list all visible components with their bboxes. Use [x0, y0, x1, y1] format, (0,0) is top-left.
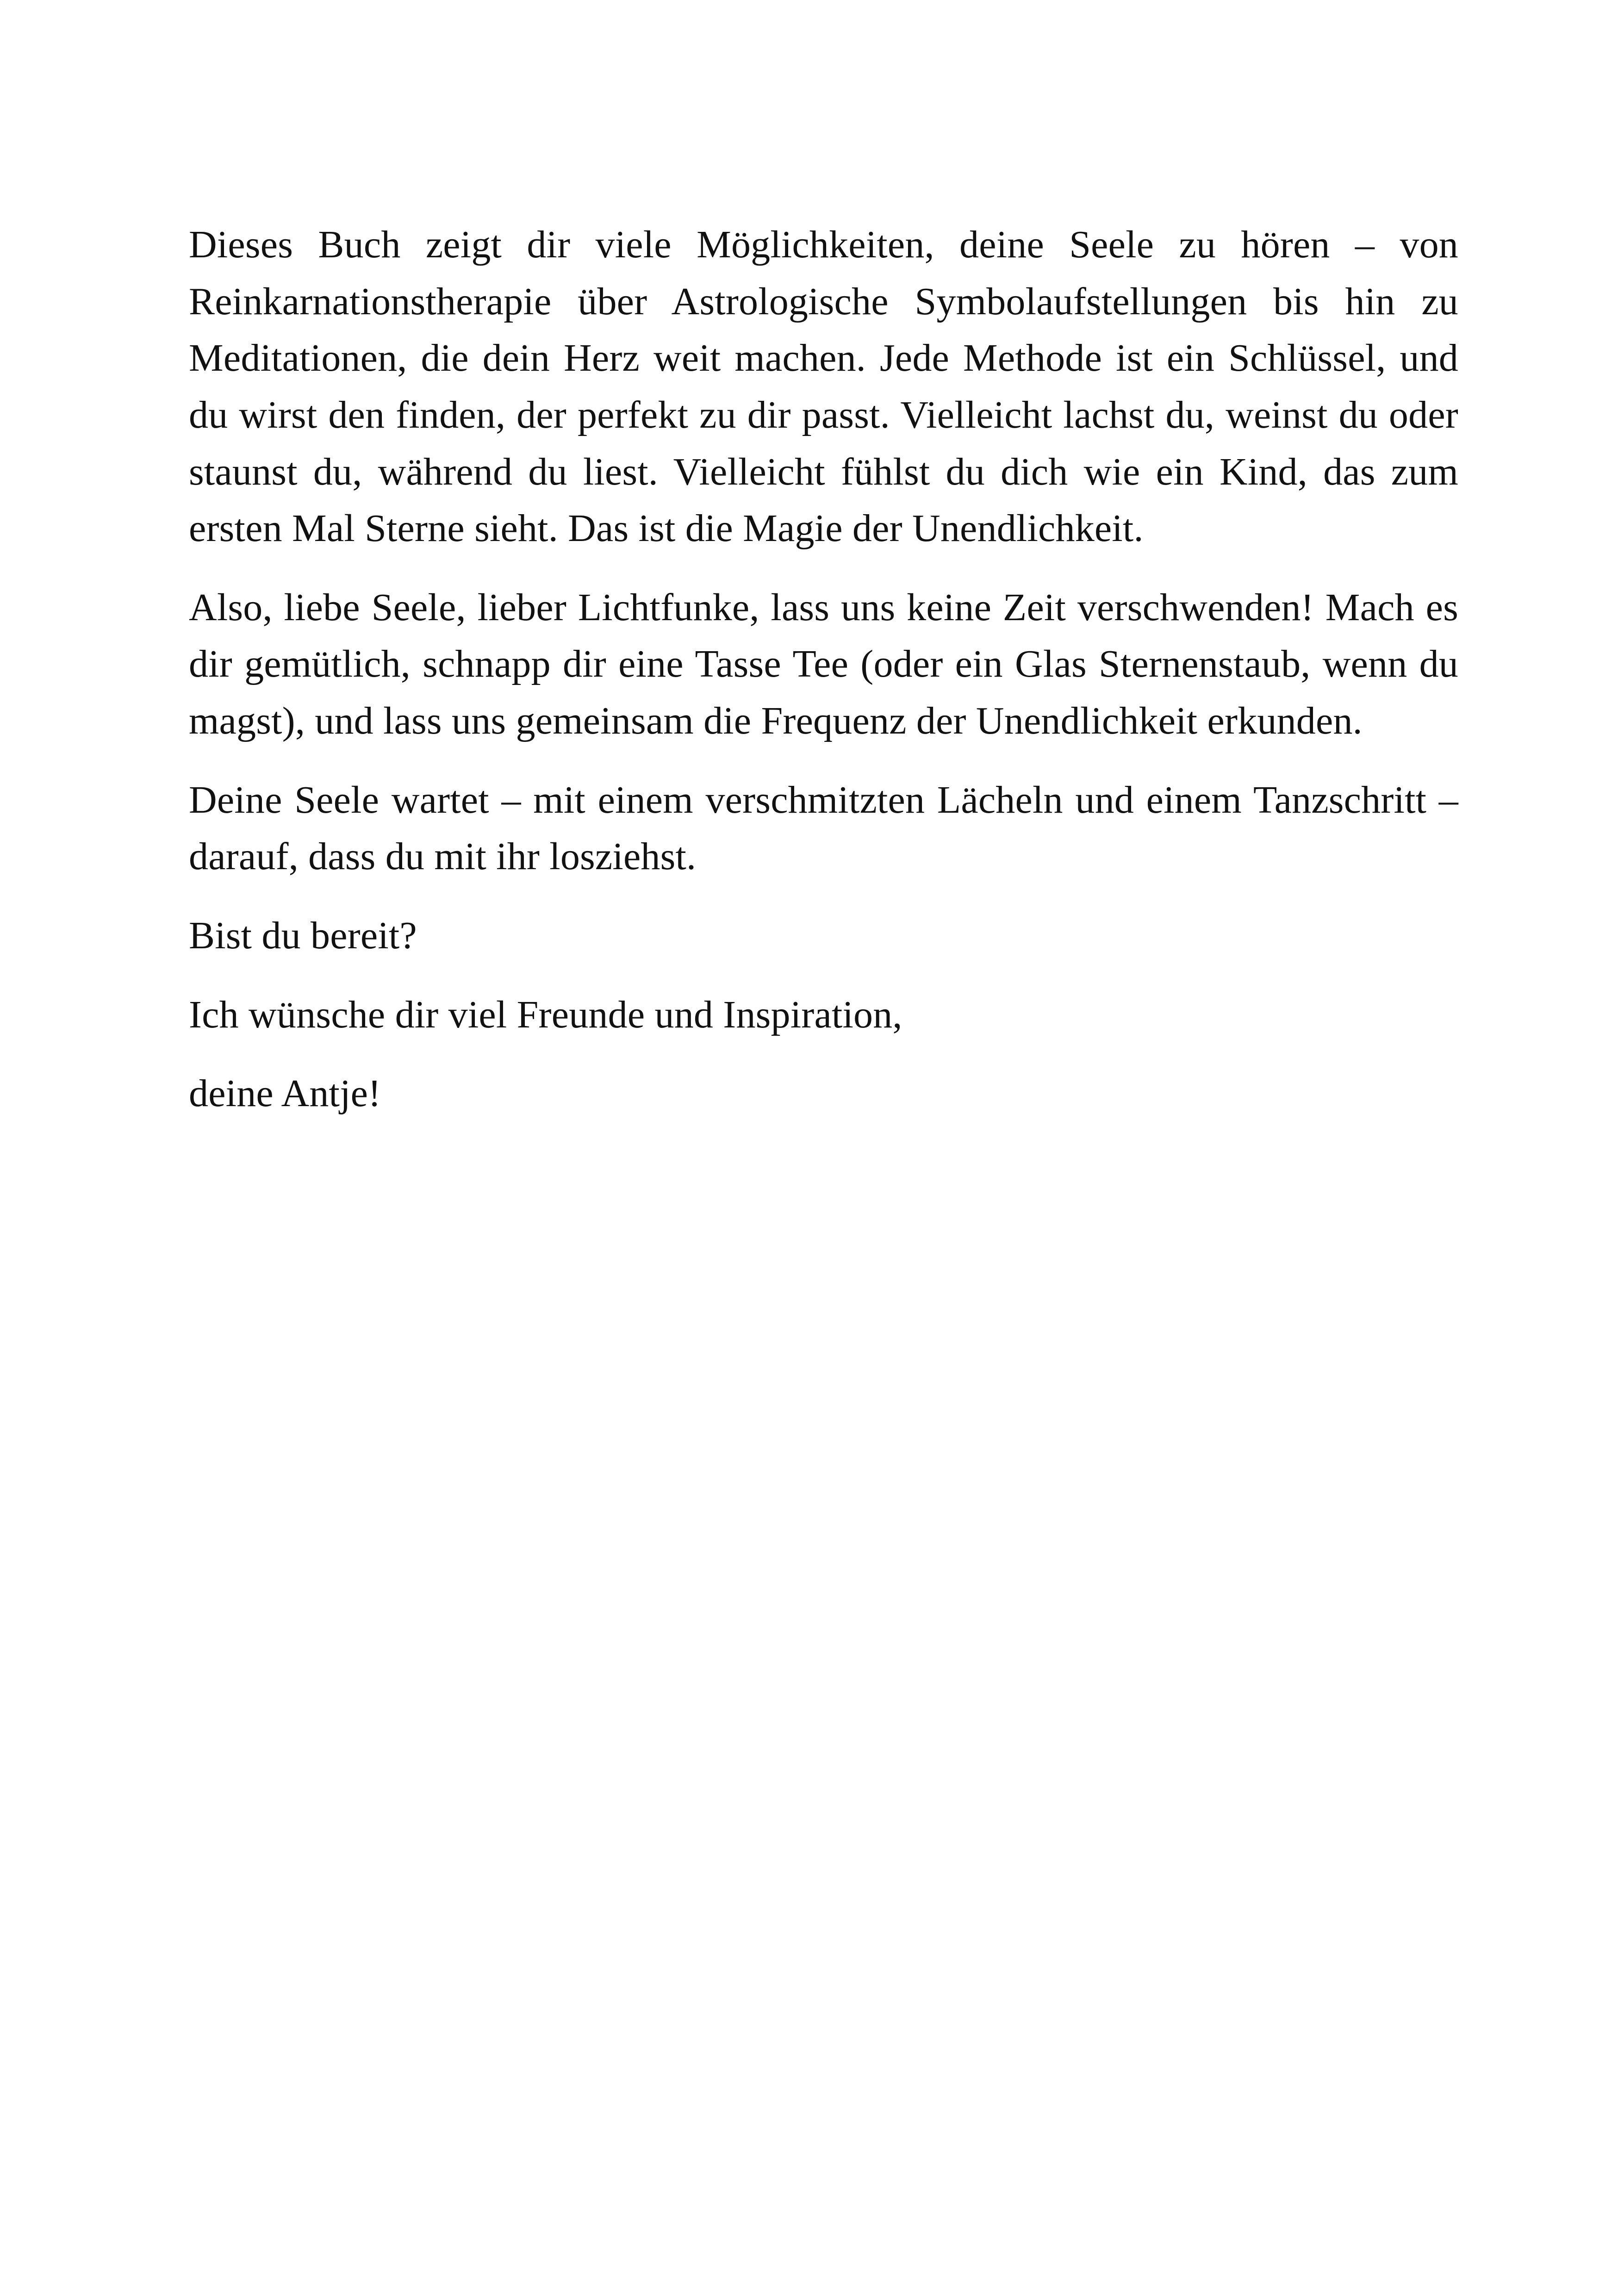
paragraph-invitation: Also, liebe Seele, lieber Lichtfunke, lass uns keine Zeit verschwenden! Mach es dir gemütlich, schnapp dir eine Tasse Tee (oder ein Glas Sternenstaub, wenn du magst), und lass uns gemeinsam die Frequenz der Unendlichkeit erkunden.	[189, 585, 1458, 742]
paragraph-signature: deine Antje!	[189, 1072, 381, 1115]
paragraph-soul-waiting: Deine Seele wartet – mit einem verschmitzten Lächeln und einem Tanzschritt – darauf, dass du mit ihr losziehst.	[189, 778, 1458, 878]
paragraph-wishes: Ich wünsche dir viel Freunde und Inspiration,	[189, 993, 902, 1036]
paragraph-question: Bist du bereit?	[189, 914, 417, 957]
paragraph-intro-methods: Dieses Buch zeigt dir viele Möglichkeiten, deine Seele zu hören – von Reinkarnationstherapie über Astrologische Symbolaufstellungen bis hin zu Meditationen, die dein Herz weit machen. Jede Methode ist ein Schlüssel, und du wirst den finden, der perfekt zu dir passt. Vielleicht lachst du, weinst du oder staunst du, während du liest. Vielleicht fühlst du dich wie ein Kind, das zum ersten Mal Sterne sieht. Das ist die Magie der Unendlichkeit.	[189, 223, 1458, 550]
body-text	[189, 217, 1458, 1122]
